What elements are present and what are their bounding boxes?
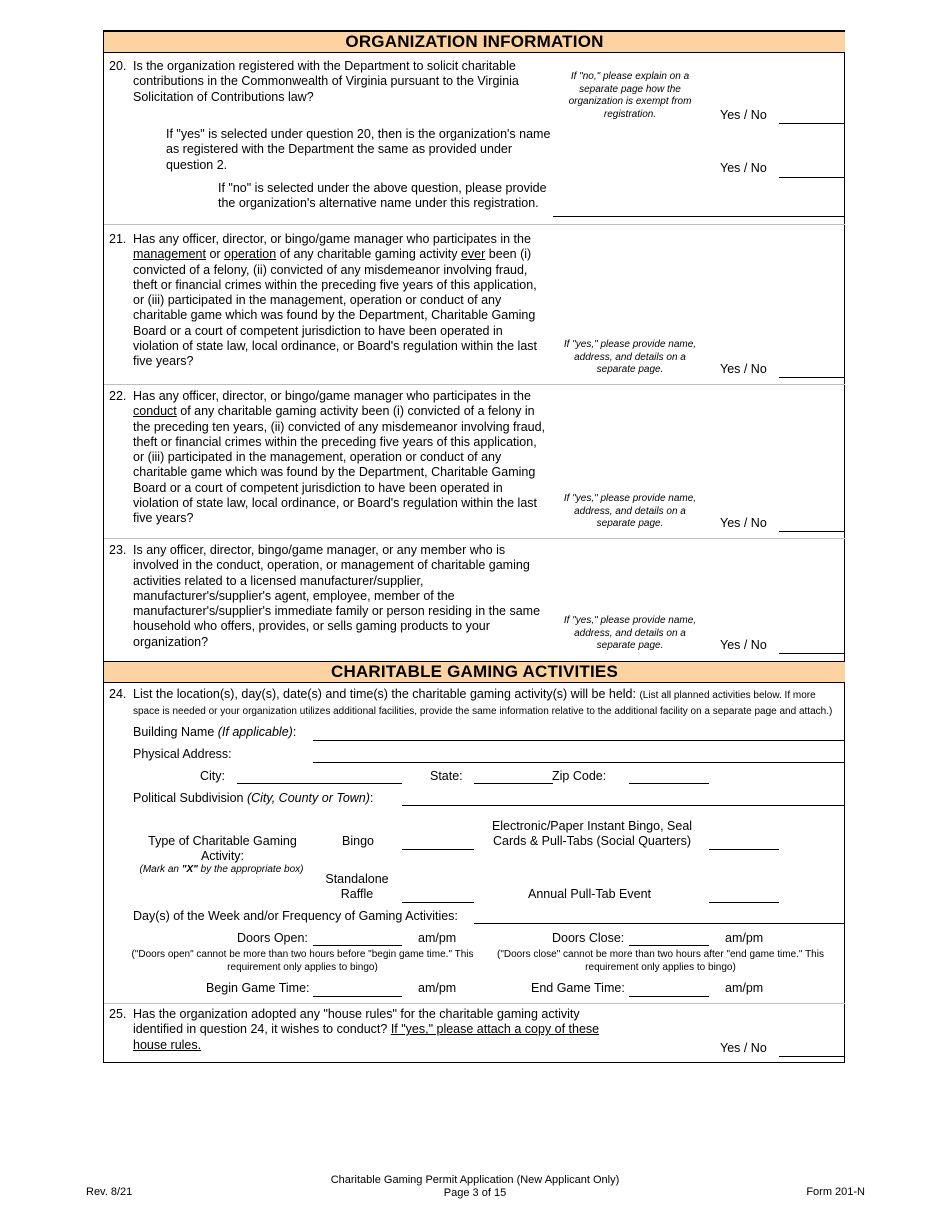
q22-note: If "yes," please provide name, address, and details on a separate page. (563, 493, 697, 529)
q20-yes-no-label: Yes / No (720, 108, 767, 122)
q23-yes-no-label: Yes / No (720, 638, 767, 652)
divider (104, 224, 845, 225)
zip-code-label: Zip Code: (552, 769, 607, 783)
physical-address-field[interactable] (313, 762, 845, 763)
doors-open-ampm: am/pm (418, 931, 457, 945)
begin-game-time-label: Begin Game Time: (206, 981, 310, 995)
q23-number: 23. (109, 543, 127, 557)
doors-open-label: Doors Open: (237, 931, 308, 945)
begin-game-ampm: am/pm (418, 981, 457, 995)
days-frequency-label: Day(s) of the Week and/or Frequency of Gaming Activities: (133, 909, 458, 923)
building-name-field[interactable] (313, 740, 845, 741)
begin-game-time-field[interactable] (313, 996, 402, 997)
mark-instruction: (Mark an "X" by the appropriate box) (139, 864, 304, 875)
pulltab-event-label: Annual Pull-Tab Event (528, 887, 651, 901)
divider (104, 384, 845, 385)
q25-text: Has the organization adopted any "house rules" for the charitable gaming activity identified in question 24, it wishes to conduct? If "yes," please attach a copy of these house rules. (133, 1007, 600, 1052)
q21-number: 21. (109, 232, 127, 246)
footer-title: Charitable Gaming Permit Application (New Applicant Only) (330, 1174, 620, 1186)
bingo-checkbox-field[interactable] (402, 849, 474, 850)
political-subdivision-field[interactable] (402, 805, 845, 806)
doors-close-note: ("Doors close" cannot be more than two hours after "end game time." This requirement only applies to bingo) (497, 949, 824, 973)
zip-code-field[interactable] (629, 783, 709, 784)
q21-answer-field[interactable] (779, 377, 845, 378)
type-of-activity-label: Type of Charitable Gaming Activity: (148, 834, 297, 863)
doors-close-field[interactable] (629, 945, 709, 946)
standalone-raffle-label: Standalone Raffle (325, 872, 389, 901)
q23-answer-field[interactable] (779, 653, 845, 654)
q23-note: If "yes," please provide name, address, and details on a separate page. (563, 615, 697, 651)
instant-bingo-checkbox-field[interactable] (709, 849, 779, 850)
q25-number: 25. (109, 1007, 127, 1021)
q25-answer-field[interactable] (779, 1056, 845, 1057)
divider (104, 1003, 845, 1004)
doors-close-ampm: am/pm (725, 931, 764, 945)
q20-subsub-text: If "no" is selected under the above question, please provide the organization's alternative name under this registration. (218, 181, 547, 211)
q20-answer-field[interactable] (779, 123, 845, 124)
q20-sub-answer-field[interactable] (779, 177, 845, 178)
q22-number: 22. (109, 389, 127, 403)
q20-sub-text: If "yes" is selected under question 20, then is the organization's name as registered with the Department the same as provided under question 2. (166, 127, 551, 172)
q23-text: Is any officer, director, bingo/game manager, or any member who is involved in the conduct, operation, or management of charitable gaming activities related to a licensed manufacturer/supplier, manufacturer's/supplier's agent, employee, member of the manufacturer's/supplier's immediate family or person residing in the same household who offers, provides, or sells gaming products to your organization? (133, 543, 541, 649)
city-field[interactable] (237, 783, 402, 784)
physical-address-label: Physical Address: (133, 747, 232, 761)
doors-open-field[interactable] (313, 945, 402, 946)
instant-bingo-label: Electronic/Paper Instant Bingo, Seal Cards & Pull-Tabs (Social Quarters) (491, 819, 693, 848)
q22-yes-no-label: Yes / No (720, 516, 767, 530)
city-label: City: (200, 769, 225, 783)
q24-number: 24. (109, 687, 127, 701)
divider (104, 538, 845, 539)
q20-number: 20. (109, 59, 127, 73)
q21-text: Has any officer, director, or bingo/game manager who participates in the management or operation of any charitable gaming activity ever been (i) convicted of a felony, (ii) convicted of any misdemeanor involving fraud, theft or financial crimes within the preceding five years of this application, or (iii) participated in the management, operation or conduct of any charitable game which was found by the Department, Charitable Gaming Board or a court of competent jurisdiction to have been operated in violation of state law, local ordinance, or Board's regulation within the last five years? (133, 232, 538, 369)
section-header-organization: ORGANIZATION INFORMATION (104, 31, 845, 53)
end-game-time-field[interactable] (629, 996, 709, 997)
standalone-raffle-checkbox-field[interactable] (402, 902, 474, 903)
q20-alternative-name-field[interactable] (553, 216, 845, 217)
footer-form-number: Form 201-N (806, 1186, 865, 1198)
bingo-label: Bingo (342, 834, 374, 848)
state-field[interactable] (474, 783, 553, 784)
footer-revision: Rev. 8/21 (86, 1186, 133, 1198)
q22-text: Has any officer, director, or bingo/game manager who participates in the conduct of any charitable gaming activity been (i) convicted of a felony in the preceding ten years, (ii) convicted of any misdemeanor involving fraud, theft or financial crimes within the preceding five years of this application, or (iii) participated in the management, operation or conduct of any charitable game which was found by the Department, Charitable Gaming Board or a court of competent jurisdiction to have been operated in violation of state law, local ordinance, or Board's regulation within the last five years? (133, 389, 546, 526)
doors-close-label: Doors Close: (552, 931, 625, 945)
political-subdivision-label: Political Subdivision (City, County or Town): (133, 791, 374, 805)
q20-note: If "no," please explain on a separate page how the organization is exempt from registration. (568, 71, 692, 120)
footer-page-number: Page 3 of 15 (443, 1187, 507, 1199)
end-game-time-label: End Game Time: (531, 981, 625, 995)
q20-text: Is the organization registered with the Department to solicit charitable contributions in the Commonwealth of Virginia pursuant to the Virginia Solicitation of Contributions law? (133, 59, 519, 104)
q21-note: If "yes," please provide name, address, and details on a separate page. (563, 339, 697, 375)
q22-answer-field[interactable] (779, 531, 845, 532)
q20-sub-yes-no-label: Yes / No (720, 161, 767, 175)
section-header-charitable-gaming: CHARITABLE GAMING ACTIVITIES (104, 661, 845, 683)
q21-yes-no-label: Yes / No (720, 362, 767, 376)
building-name-label: Building Name (If applicable): (133, 725, 297, 739)
days-frequency-field[interactable] (474, 923, 845, 924)
state-label: State: (430, 769, 463, 783)
q24-text: List the location(s), day(s), date(s) and time(s) the charitable gaming activity(s) will be held: (List all planned activities below. If more space is needed or your organization utilizes additional facilities, provide the same information relative to the additional facility on a separate page and attach.) (133, 687, 833, 717)
doors-open-note: ("Doors open" cannot be more than two hours before "begin game time." This requirement only applies to bingo) (131, 949, 474, 973)
q25-yes-no-label: Yes / No (720, 1041, 767, 1055)
end-game-ampm: am/pm (725, 981, 764, 995)
pulltab-event-checkbox-field[interactable] (709, 902, 779, 903)
